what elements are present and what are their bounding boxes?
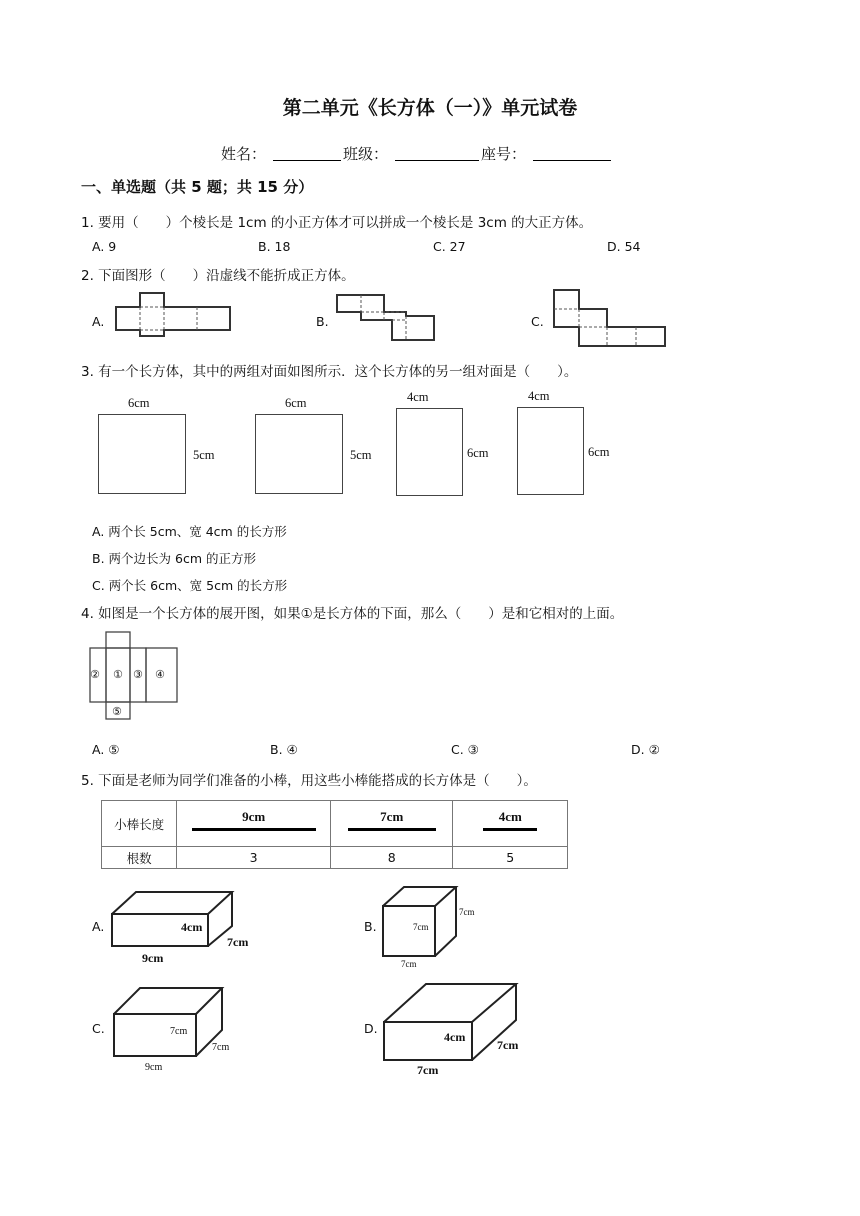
box-d-height-label: 4cm bbox=[444, 1030, 466, 1044]
question-2: 2. 下面图形（ ）沿虚线不能折成正方体。 bbox=[81, 268, 355, 284]
box-b-length-label: 7cm bbox=[401, 959, 417, 969]
q4-option-a[interactable]: A. ⑤ bbox=[92, 742, 120, 757]
q5-option-b[interactable]: B. bbox=[364, 919, 377, 934]
box-a-width-label: 7cm bbox=[227, 935, 249, 949]
stick-length-label: 9cm bbox=[242, 808, 266, 824]
box-c-depth-label: 7cm bbox=[212, 1042, 230, 1053]
face-rect-4 bbox=[517, 407, 584, 495]
stick-7cm-cell bbox=[330, 801, 453, 847]
face-3-top-label: 4cm bbox=[407, 390, 429, 404]
box-b-height-label: 7cm bbox=[413, 922, 429, 932]
net-face-5: ⑤ bbox=[112, 705, 122, 718]
stick-length-label: 4cm bbox=[498, 808, 522, 824]
box-a-length-label: 9cm bbox=[142, 951, 164, 965]
q4-option-c[interactable]: C. ③ bbox=[451, 742, 479, 757]
box-c-length-label: 9cm bbox=[145, 1062, 163, 1073]
stick-length-label: 7cm bbox=[380, 808, 404, 824]
stick-9cm-cell bbox=[177, 801, 331, 847]
q3-option-a[interactable]: A. 两个长 5cm、宽 4cm 的长方形 bbox=[92, 524, 287, 539]
stick-4cm bbox=[483, 828, 537, 831]
q2-option-a[interactable]: A. bbox=[92, 314, 105, 329]
q4-option-d[interactable]: D. ② bbox=[631, 742, 660, 757]
box-b-depth-label: 7cm bbox=[459, 907, 475, 917]
table-header-length: 小棒长度 bbox=[102, 801, 177, 847]
box-a-figure bbox=[108, 886, 238, 950]
box-a-height-label: 4cm bbox=[181, 920, 203, 934]
net-face-4: ④ bbox=[155, 668, 165, 681]
net-b-figure bbox=[334, 292, 442, 342]
face-rect-1 bbox=[98, 414, 186, 494]
page-title: 第二单元《长方体（一）》单元试卷 bbox=[282, 97, 578, 119]
face-3-side-label: 6cm bbox=[467, 446, 489, 460]
face-4-top-label: 4cm bbox=[528, 389, 550, 403]
stick-7cm bbox=[348, 828, 436, 831]
box-d-depth-label: 7cm bbox=[497, 1038, 519, 1052]
stick-count: 8 bbox=[330, 847, 453, 869]
box-c-height-label: 7cm bbox=[170, 1026, 188, 1037]
q3-option-c[interactable]: C. 两个长 6cm、宽 5cm 的长方形 bbox=[92, 578, 288, 593]
q5-option-a[interactable]: A. bbox=[92, 919, 105, 934]
face-rect-3 bbox=[396, 408, 463, 496]
q5-option-d[interactable]: D. bbox=[364, 1021, 378, 1036]
q1-option-a[interactable]: A. 9 bbox=[92, 239, 117, 254]
net-a-figure bbox=[114, 290, 234, 340]
name-label: 姓名： bbox=[221, 145, 267, 163]
stick-9cm bbox=[192, 828, 316, 831]
face-2-side-label: 5cm bbox=[350, 448, 372, 462]
net-face-3: ③ bbox=[133, 668, 143, 681]
q5-option-c[interactable]: C. bbox=[92, 1021, 105, 1036]
q1-option-d[interactable]: D. 54 bbox=[607, 239, 641, 254]
q4-option-b[interactable]: B. ④ bbox=[270, 742, 298, 757]
face-2-top-label: 6cm bbox=[285, 396, 307, 410]
section-heading: 一、单选题（共 5 题；共 15 分） bbox=[81, 178, 314, 196]
seat-field[interactable] bbox=[533, 160, 611, 161]
net-c-figure bbox=[551, 287, 669, 349]
box-d-length-label: 7cm bbox=[417, 1063, 439, 1077]
name-field[interactable] bbox=[273, 160, 341, 161]
sticks-table bbox=[101, 800, 568, 869]
q2-option-c[interactable]: C. bbox=[531, 314, 544, 329]
q1-option-c[interactable]: C. 27 bbox=[433, 239, 466, 254]
net-face-1: ① bbox=[113, 668, 123, 681]
stick-count: 3 bbox=[177, 847, 331, 869]
face-rect-2 bbox=[255, 414, 343, 494]
q3-option-b[interactable]: B. 两个边长为 6cm 的正方形 bbox=[92, 551, 256, 566]
q1-option-b[interactable]: B. 18 bbox=[258, 239, 291, 254]
question-3: 3. 有一个长方体，其中的两组对面如图所示．这个长方体的另一组对面是（ ）。 bbox=[81, 364, 578, 380]
seat-label: 座号： bbox=[481, 145, 527, 163]
face-1-top-label: 6cm bbox=[128, 396, 150, 410]
stick-4cm-cell bbox=[453, 801, 568, 847]
face-1-side-label: 5cm bbox=[193, 448, 215, 462]
q2-option-b[interactable]: B. bbox=[316, 314, 329, 329]
question-5: 5. 下面是老师为同学们准备的小棒，用这些小棒能搭成的长方体是（ ）。 bbox=[81, 773, 537, 789]
class-label: 班级： bbox=[343, 145, 389, 163]
question-4: 4. 如图是一个长方体的展开图，如果①是长方体的下面，那么（ ）是和它相对的上面。 bbox=[81, 606, 624, 622]
net-face-2: ② bbox=[90, 668, 100, 681]
face-4-side-label: 6cm bbox=[588, 445, 610, 459]
stick-count: 5 bbox=[453, 847, 568, 869]
table-header-count: 根数 bbox=[102, 847, 177, 869]
class-field[interactable] bbox=[395, 160, 479, 161]
question-1: 1. 要用（ ）个棱长是 1cm 的小正方体才可以拼成一个棱长是 3cm 的大正方体。 bbox=[81, 215, 593, 231]
